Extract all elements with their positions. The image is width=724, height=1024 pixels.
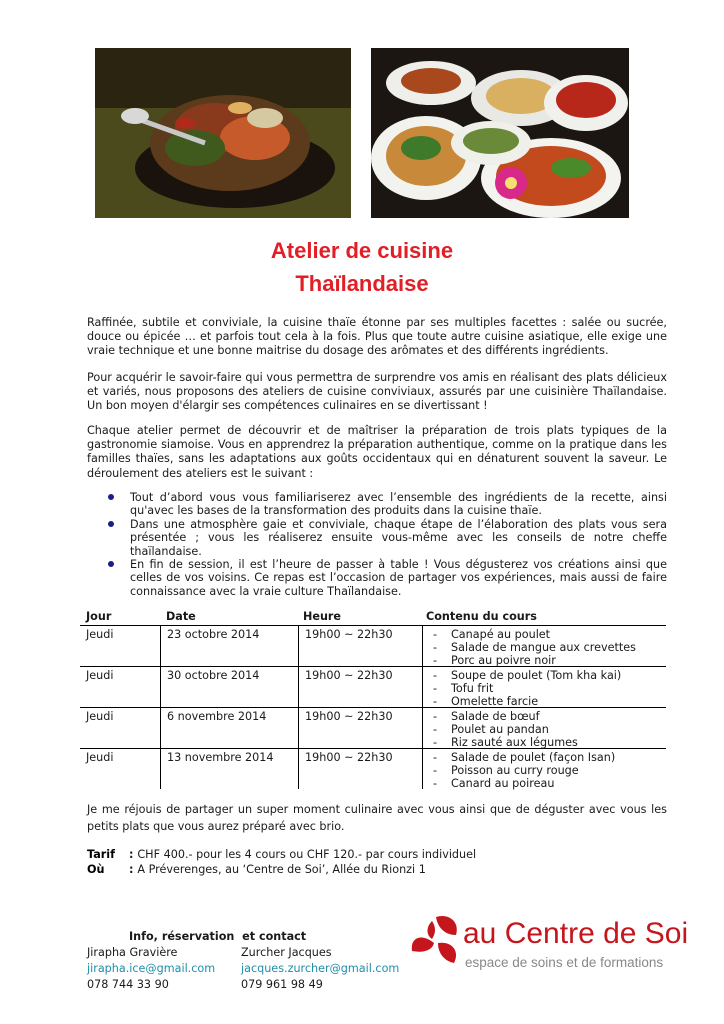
thai-dishes-photo	[371, 48, 629, 218]
location-label: Où	[87, 863, 105, 876]
logo-name: au Centre de Soi	[463, 917, 689, 950]
bullet-icon	[108, 521, 114, 527]
dish-item: - Tofu frit	[433, 682, 666, 695]
page-title-line-2: Thaïlandaise	[295, 271, 429, 296]
table-row	[80, 626, 666, 667]
step-text: Tout d’abord vous vous familiariserez avec l’ensemble des ingrédients de la recette, ainsi qu'avec les bases de la transformation des produits dans la cuisine thaïe.	[130, 491, 667, 518]
dish-list	[429, 667, 666, 708]
contact-person-1	[87, 945, 215, 993]
contact-phone: 079 961 98 49	[241, 978, 323, 991]
cell-content	[423, 749, 666, 789]
step-text: Dans une atmosphère gaie et conviviale, chaque étape de l’élaboration des plats vous sera présentée ; vous les réaliserez ensuite vous-même avec les conseils de notre cheffe thaïlandaise.	[130, 517, 667, 558]
tarif-label: Tarif	[87, 848, 115, 861]
tarif-colon: :	[129, 848, 138, 861]
cell-content	[423, 626, 666, 666]
tarif-value: CHF 400.- pour les 4 cours ou CHF 120.- par cours individuel	[137, 848, 477, 861]
header-content: Contenu du cours	[426, 610, 537, 623]
intro-paragraph-2: Pour acquérir le savoir-faire qui vous permettra de surprendre vos amis en réalisant des plats délicieux et variés, nous proposons des ateliers de cuisine conviviaux, assurés par une cuisinière Thaïlandaise. Un bon moyen d'élargir ses compétences culinaires en se divertissant !	[87, 371, 667, 413]
dish-item: - Salade de bœuf	[433, 710, 666, 723]
table-row	[80, 749, 666, 789]
list-item	[108, 558, 667, 598]
location-value: A Préverenges, au ‘Centre de Soi’, Allée du Rionzi 1	[137, 863, 426, 876]
location-colon: :	[129, 863, 138, 876]
cell-time: 19h00 ~ 22h30	[299, 708, 423, 748]
cell-day: Jeudi	[80, 708, 161, 748]
contact-phone: 078 744 33 90	[87, 978, 169, 991]
contact-person-2	[241, 945, 399, 993]
logo-tagline: espace de soins et de formations	[465, 955, 664, 970]
dish-item: - Canapé au poulet	[433, 628, 666, 641]
header-time: Heure	[303, 610, 342, 623]
contact-heading: Info, réservation et contact	[129, 930, 307, 943]
intro-paragraph-1: Raffinée, subtile et conviviale, la cuisine thaïe étonne par ses multiples facettes : salée ou sucrée, douce ou épicée … et parfois tout cela à la fois. Plus que toute autre cuisine asiatique, elle exige une vraie technique et une bonne maitrise du dosage des arômates et des différents ingrédients.	[87, 316, 667, 358]
contact-email-link[interactable]: jirapha.ice@gmail.com	[87, 962, 216, 975]
table-header-row	[80, 609, 666, 626]
dish-item: - Salade de mangue aux crevettes	[433, 641, 666, 654]
dish-item: - Canard au poireau	[433, 777, 666, 790]
cell-time: 19h00 ~ 22h30	[299, 667, 423, 707]
dish-item: - Porc au poivre noir	[433, 654, 666, 667]
dish-list	[429, 749, 666, 790]
table-row	[80, 708, 666, 749]
cell-date: 30 octobre 2014	[161, 667, 299, 707]
intro-paragraph-3: Chaque atelier permet de découvrir et de maîtriser la préparation de trois plats typiques de la gastronomie siamoise. Vous en apprendrez la préparation authentique, comme on la pratique dans les familles thaïes, sans les adaptations aux goûts occidentaux qui en dénaturent souvent la saveur. Le déroulement des ateliers est le suivant :	[87, 424, 667, 480]
cell-time: 19h00 ~ 22h30	[299, 626, 423, 666]
workshop-steps-list	[108, 491, 667, 598]
contact-name: Jirapha Gravière	[87, 946, 178, 959]
centre-de-soi-logo	[408, 905, 708, 980]
flower-logo-icon	[408, 913, 464, 973]
schedule-table	[80, 609, 666, 789]
bullet-icon	[108, 494, 114, 500]
cell-day: Jeudi	[80, 667, 161, 707]
bullet-icon	[108, 561, 114, 567]
location-row	[87, 863, 426, 877]
tarif-row	[87, 848, 476, 862]
thai-dishes-illustration	[371, 48, 629, 218]
page-title-line-1: Atelier de cuisine	[270, 238, 454, 263]
closing-paragraph: Je me réjouis de partager un super moment culinaire avec vous ainsi que de déguster avec vous les petits plats que vous aurez préparé avec brio.	[87, 803, 667, 833]
table-row	[80, 667, 666, 708]
dish-item: - Soupe de poulet (Tom kha kai)	[433, 669, 666, 682]
list-item	[108, 518, 667, 558]
header-day: Jour	[86, 610, 112, 623]
cell-date: 13 novembre 2014	[161, 749, 299, 789]
cell-date: 23 octobre 2014	[161, 626, 299, 666]
cell-content	[423, 667, 666, 707]
contact-email-link[interactable]: jacques.zurcher@gmail.com	[241, 962, 400, 975]
dish-item: - Poisson au curry rouge	[433, 764, 666, 777]
cell-content	[423, 708, 666, 748]
list-item	[108, 491, 667, 518]
cell-time: 19h00 ~ 22h30	[299, 749, 423, 789]
dish-list	[429, 708, 666, 749]
dish-item: - Omelette farcie	[433, 695, 666, 708]
header-date: Date	[166, 610, 196, 623]
thai-salad-illustration	[95, 48, 351, 218]
dish-item: - Riz sauté aux légumes	[433, 736, 666, 749]
cell-day: Jeudi	[80, 749, 161, 789]
contact-name: Zurcher Jacques	[241, 946, 332, 959]
dish-list	[429, 626, 666, 667]
step-text: En fin de session, il est l’heure de passer à table ! Vous dégusterez vos créations ainsi que celles de vos voisins. Ce repas est l’occasion de partager vos expériences, mais aussi de faire connaissance avec la vraie culture Thaïlandaise.	[130, 558, 667, 598]
dish-item: - Poulet au pandan	[433, 723, 666, 736]
cell-date: 6 novembre 2014	[161, 708, 299, 748]
cell-day: Jeudi	[80, 626, 161, 666]
thai-salad-photo	[95, 48, 351, 218]
dish-item: - Salade de poulet (façon Isan)	[433, 751, 666, 764]
